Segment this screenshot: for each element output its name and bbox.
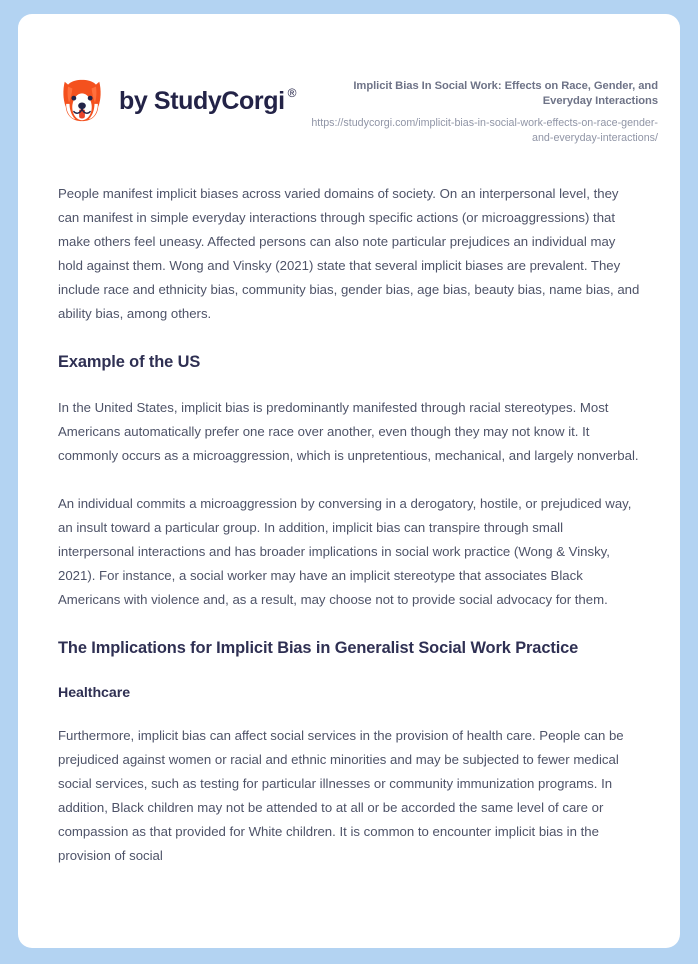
document-header <box>18 14 680 145</box>
brand-wordmark <box>119 85 297 115</box>
brand-name: by StudyCorgi <box>119 86 285 115</box>
paragraph-microaggression-definition: An individual commits a microaggression by conversing in a derogatory, hostile, or prejudiced way, an insult toward a particular group. In addition, implicit bias can transpire through small interpersonal interactions and has broader implications in social work practice (Wong & Vinsky, 2021). For instance, a social worker may have an implicit stereotype that associates Black Americans with violence and, as a result, may choose not to provide social advocacy for them. <box>58 496 632 608</box>
paragraph-us-stereotypes: In the United States, implicit bias is predominantly manifested through racial stereotypes. Most Americans automatically prefer one race over another, even though they may not know it. It commonly occurs as a microaggression, which is unpretentious, mechanical, and largely nonverbal. <box>58 400 639 464</box>
document-body <box>18 182 680 868</box>
heading-healthcare: Healthcare <box>58 685 131 702</box>
document-card <box>18 14 680 948</box>
source-url[interactable]: https://studycorgi.com/implicit-bias-in-social-work-effects-on-race-gender-and-everyday-interactions/ <box>311 116 658 144</box>
heading-example-of-the-us: Example of the US <box>58 353 201 372</box>
paragraph-intro: People manifest implicit biases across varied domains of society. On an interpersonal level, they can manifest in simple everyday interactions through specific actions (or microaggressions) that make others feel uneasy. Affected persons can also note particular prejudices an individual may hold against them. Wong and Vinsky (2021) state that several implicit biases are prevalent. They include race and ethnicity bias, community bias, gender bias, age bias, beauty bias, name bias, and ability bias, among others. <box>58 186 640 322</box>
paragraph-healthcare: Furthermore, implicit bias can affect social services in the provision of health care. People can be prejudiced against women or racial and ethnic minorities and may be subjected to fewer medical social services, such as testing for particular illnesses or community immunization programs. In addition, Black children may not be attended to at all or be accorded the same level of care or compassion as that provided for White children. It is common to encounter implicit bias in the provision of social <box>58 728 624 864</box>
document-meta <box>308 71 658 145</box>
registered-trademark-icon: ® <box>287 85 297 100</box>
heading-implications-generalist-practice: The Implications for Implicit Bias in Generalist Social Work Practice <box>58 639 579 658</box>
page-title: Implicit Bias In Social Work: Effects on Race, Gender, and Everyday Interactions <box>353 80 658 107</box>
corgi-face-icon <box>58 77 106 125</box>
brand-logo-group[interactable] <box>58 71 296 125</box>
